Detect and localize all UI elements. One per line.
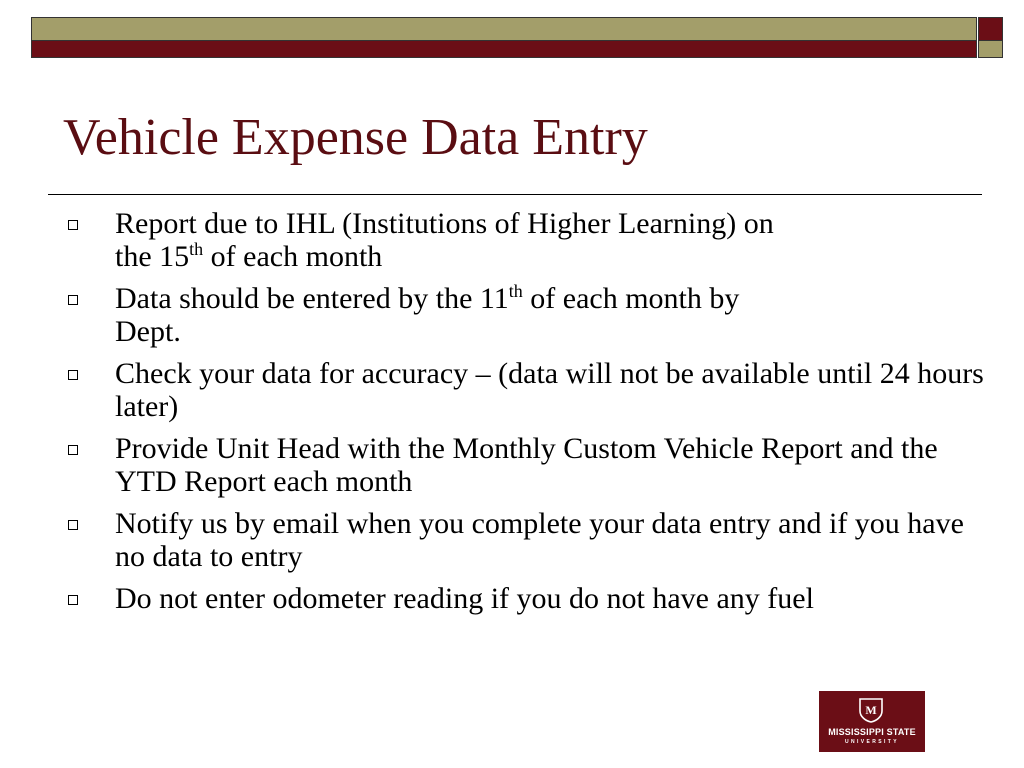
bullet-text: of each month — [203, 240, 383, 273]
bullet-text: Notify us by email when you complete your data entry and if you have no data to entry — [115, 507, 964, 573]
square-bullet-icon — [68, 445, 78, 455]
square-bullet-icon — [68, 520, 78, 530]
header-bar-olive — [31, 17, 977, 41]
bullet-text: Data should be entered by the 11 — [115, 282, 509, 315]
shield-icon — [858, 697, 884, 723]
header-square-maroon — [978, 17, 1003, 41]
bullet-text: Provide Unit Head with the Monthly Custom Vehicle Report and the YTD Report each month — [115, 432, 938, 498]
header-bar-maroon — [31, 41, 977, 58]
shield-letter: M — [865, 703, 877, 717]
square-bullet-icon — [68, 295, 78, 305]
bullet-item — [64, 582, 984, 615]
bullet-list — [64, 207, 984, 624]
bullet-item — [64, 432, 984, 498]
bullet-text: Report due to IHL (Institutions of Higher Learning) on — [115, 207, 774, 240]
logo-name-text: MISSISSIPPI STATE — [828, 727, 916, 737]
bullet-item — [64, 357, 984, 423]
bullet-text: Do not enter odometer reading if you do not have any fuel — [115, 582, 814, 615]
ordinal-suffix: th — [508, 281, 523, 301]
bullet-item — [64, 282, 984, 348]
bullet-item — [64, 507, 984, 573]
bullet-item — [64, 207, 984, 273]
bullet-text: Check your data for accuracy – (data will not be available until 24 hours later) — [115, 357, 984, 423]
square-bullet-icon — [68, 595, 78, 605]
ordinal-suffix: th — [189, 239, 204, 259]
bullet-text: of each month by — [522, 282, 740, 315]
title-divider — [48, 194, 982, 195]
university-logo — [819, 691, 925, 752]
square-bullet-icon — [68, 220, 78, 230]
logo-sub-text: UNIVERSITY — [844, 739, 899, 745]
slide-title: Vehicle Expense Data Entry — [63, 109, 648, 166]
header-square-olive — [978, 41, 1003, 58]
square-bullet-icon — [68, 370, 78, 380]
bullet-text: Dept. — [115, 315, 181, 348]
bullet-text: the 15 — [115, 240, 190, 273]
